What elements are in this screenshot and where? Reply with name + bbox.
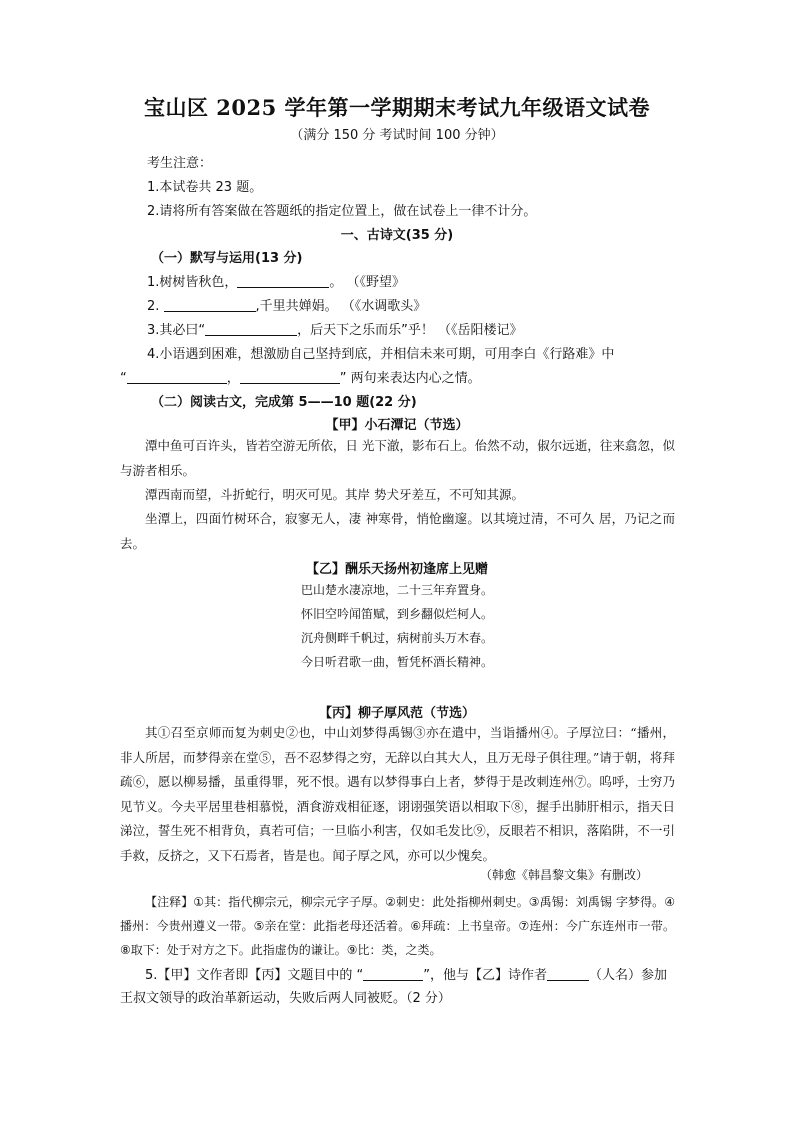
question-4-comma: ， bbox=[226, 371, 240, 386]
question-3-suffix: ，后天下之乐而乐”乎！ （《岳阳楼记》 bbox=[297, 323, 523, 338]
question-4-line-2 bbox=[120, 367, 481, 386]
exam-subtitle: （满分 150 分 考试时间 100 分钟） bbox=[290, 128, 504, 143]
question-4-close: ” 两句来表达内心之情。 bbox=[339, 371, 481, 386]
answer-blank bbox=[164, 297, 256, 312]
answer-blank bbox=[205, 321, 297, 336]
passage-jia-title: 【甲】小石潭记（节选） bbox=[325, 418, 469, 433]
poem-yi-line-2: 怀旧空吟闻笛赋，到乡翻似烂柯人。 bbox=[300, 607, 493, 621]
notice-item-1: 1.本试卷共 23 题。 bbox=[147, 180, 263, 195]
poem-yi-line-4: 今日听君歌一曲，暂凭杯酒长精神。 bbox=[300, 655, 493, 669]
exam-title: 宝山区 2025 学年第一学期期末考试九年级语文试卷 bbox=[143, 95, 651, 120]
answer-blank bbox=[363, 966, 423, 981]
section-1-title: 一、古诗文(35 分) bbox=[340, 228, 454, 243]
passage-bing-title: 【丙】柳子厚风范（节选） bbox=[318, 706, 475, 721]
answer-blank bbox=[127, 369, 227, 384]
question-5 bbox=[120, 964, 680, 1010]
question-5-prefix: 5.【甲】文作者即【丙】文题目中的 “ bbox=[145, 968, 364, 983]
passage-jia-paragraph-2: 潭西南而望，斗折蛇行，明灭可见。其岸 势犬牙差互，不可知其源。 bbox=[145, 487, 524, 502]
question-2 bbox=[147, 295, 426, 314]
answer-blank bbox=[547, 966, 589, 981]
answer-blank bbox=[240, 369, 340, 384]
question-1-suffix: 。 （《野望》 bbox=[329, 275, 406, 290]
answer-blank bbox=[237, 273, 329, 288]
part-1-title: （一）默写与运用(13 分) bbox=[151, 251, 303, 266]
question-1-prefix: 1.树树皆秋色， bbox=[147, 275, 238, 290]
question-2-prefix: 2. bbox=[147, 299, 164, 314]
question-2-suffix: ,千里共婵娟。 （《水调歌头》 bbox=[255, 299, 427, 314]
poem-yi-line-3: 沉舟侧畔千帆过，病树前头万木春。 bbox=[300, 631, 493, 645]
question-4-open-quote: “ bbox=[120, 371, 127, 386]
passage-jia-paragraph-1: 潭中鱼可百许头，皆若空游无所依，日 光下澈，影布石上。佁然不动，俶尔远逝，往来翕忽，似与游者相乐。 bbox=[120, 438, 675, 478]
annotation-notes: 【注释】①其：指代柳宗元，柳宗元字子厚。②刺史：此处指柳州刺史。③禹锡：刘禹锡 字梦得。④播州：今贵州遵义一带。⑤亲在堂：此指老母还活着。⑥拜疏：上书皇帝。⑦连州：今广东连州市一带。⑧取下：处于对方之下。此指虚伪的谦让。⑨比：类，之类。 bbox=[120, 895, 675, 957]
question-1 bbox=[147, 271, 405, 290]
question-3 bbox=[147, 319, 523, 338]
part-2-title: （二）阅读古文，完成第 5——10 题(22 分) bbox=[151, 395, 417, 410]
notice-item-2: 2.请将所有答案做在答题纸的指定位置上，做在试卷上一律不计分。 bbox=[147, 204, 537, 219]
question-5-middle: ”，他与【乙】诗作者 bbox=[423, 968, 548, 983]
question-4-line-1: 4.小语遇到困难，想激励自己坚持到底，并相信未来可期，可用李白《行路难》中 bbox=[147, 347, 615, 362]
question-3-prefix: 3.其必曰“ bbox=[147, 323, 206, 338]
poem-yi-line-1: 巴山楚水凄凉地，二十三年弃置身。 bbox=[300, 583, 493, 597]
notice-label: 考生注意： bbox=[147, 156, 213, 171]
passage-jia-paragraph-3: 坐潭上，四面竹树环合，寂寥无人，凄 神寒骨，悄怆幽邃。以其境过清，不可久 居，乃记之而去。 bbox=[120, 511, 675, 551]
passage-bing-paragraph: 其①召至京师而复为刺史②也，中山刘梦得禹锡③亦在遣中，当诣播州④。子厚泣曰：“播州，非人所居，而梦得亲在堂⑤，吾不忍梦得之穷，无辞以白其大人，且万无母子俱往理。”请于朝，将拜疏⑥，愿以柳易播，虽重得罪，死不恨。遇有以梦得事白上者，梦得于是改刺连州⑦。呜呼，士穷乃见节义。今夫平居里巷相慕悦，酒食游戏相征逐，诩诩强笑语以相取下⑧，握手出肺肝相示，指天日涕泣，誓生死不相背负，真若可信；一旦临小利害，仅如毛发比⑨，反眼若不相识，落陷阱，不一引手救，反挤之，又下石焉者，皆是也。闻子厚之风，亦可以少愧矣。 bbox=[120, 725, 675, 863]
poem-yi-title: 【乙】酬乐天扬州初逢席上见赠 bbox=[305, 562, 488, 577]
question-5-suffix: （人名）参加王叔文领导的政治革新运动，失败后两人同被贬。（2 分） bbox=[120, 968, 668, 1006]
passage-bing-source: （韩愈《韩昌黎文集》有删改） bbox=[480, 868, 649, 882]
